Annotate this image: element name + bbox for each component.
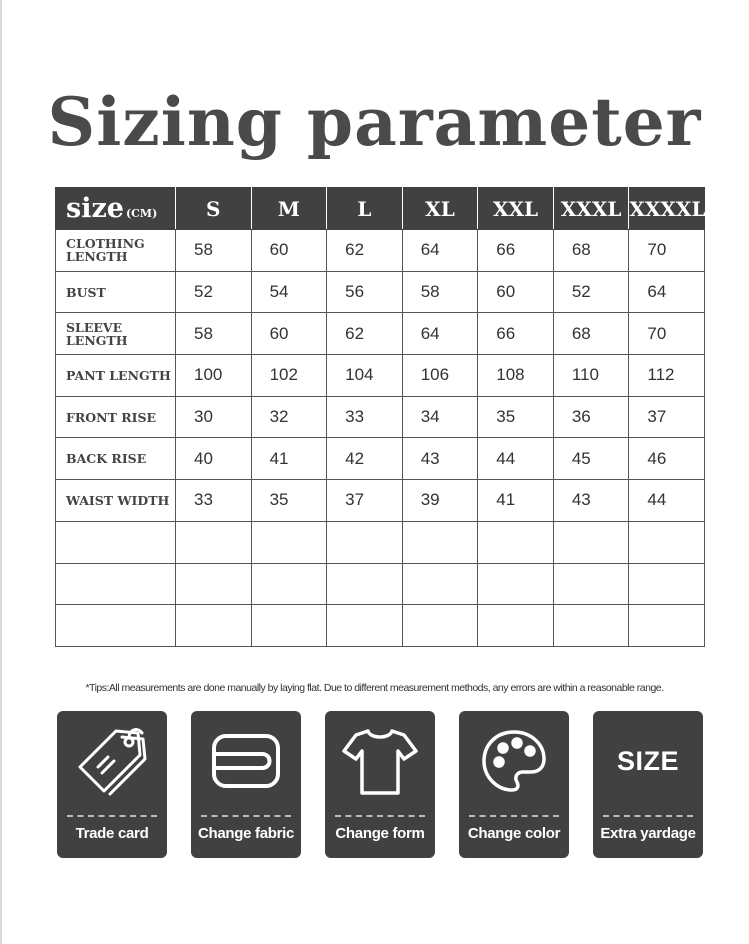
measurement-cell: 66 xyxy=(478,313,554,355)
tile-divider xyxy=(67,815,157,817)
measurement-cell: 40 xyxy=(176,438,252,480)
measurement-cell: 58 xyxy=(176,313,252,355)
measurement-cell xyxy=(629,605,705,647)
measurement-cell xyxy=(553,563,629,605)
size-column-header: XXXL xyxy=(553,188,629,230)
feature-icon-row xyxy=(57,711,703,859)
measurement-cell: 52 xyxy=(176,271,252,313)
measurement-cell: 34 xyxy=(402,396,478,438)
measurement-cell: 39 xyxy=(402,480,478,522)
measurement-cell: 100 xyxy=(176,355,252,397)
measurement-cell: 60 xyxy=(478,271,554,313)
tile-label: Trade card xyxy=(75,825,149,842)
measurement-cell: 64 xyxy=(402,230,478,272)
change-form-tile xyxy=(325,711,435,858)
measurement-cell: 112 xyxy=(629,355,705,397)
measurement-cell: 43 xyxy=(553,480,629,522)
measurement-cell: 56 xyxy=(327,271,403,313)
table-row xyxy=(56,355,705,397)
measurement-cell: 45 xyxy=(553,438,629,480)
tile-divider xyxy=(603,815,693,817)
row-label: SLEEVE LENGTH xyxy=(56,313,176,355)
measurement-cell xyxy=(402,521,478,563)
measurement-cell: 60 xyxy=(251,230,327,272)
tips-note: *Tips:All measurements are done manually by laying flat. Due to different measurement methods, any errors are within a reasonable range. xyxy=(85,682,664,694)
tshirt-icon xyxy=(340,721,420,801)
table-header-row xyxy=(56,188,705,230)
page-title: Sizing parameter xyxy=(47,83,702,161)
tile-divider xyxy=(469,815,559,817)
row-label: BACK RISE xyxy=(56,438,176,480)
measurement-cell xyxy=(327,521,403,563)
size-column-header: M xyxy=(251,188,327,230)
measurement-cell: 64 xyxy=(402,313,478,355)
measurement-cell: 35 xyxy=(251,480,327,522)
row-label: FRONT RISE xyxy=(56,396,176,438)
measurement-cell: 108 xyxy=(478,355,554,397)
row-label xyxy=(56,605,176,647)
table-row xyxy=(56,480,705,522)
measurement-cell xyxy=(629,563,705,605)
measurement-cell: 68 xyxy=(553,313,629,355)
tile-label: Change fabric xyxy=(197,825,295,842)
size-column-header: XXL xyxy=(478,188,554,230)
measurement-cell: 32 xyxy=(251,396,327,438)
size-header-cell xyxy=(56,188,176,230)
size-header-unit: (CM) xyxy=(125,207,158,220)
table-row xyxy=(56,313,705,355)
measurement-cell: 70 xyxy=(629,313,705,355)
table-row xyxy=(56,563,705,605)
measurement-cell xyxy=(327,605,403,647)
table-row xyxy=(56,230,705,272)
measurement-cell xyxy=(176,563,252,605)
measurement-cell xyxy=(176,605,252,647)
measurement-cell: 104 xyxy=(327,355,403,397)
measurement-cell: 66 xyxy=(478,230,554,272)
measurement-cell: 60 xyxy=(251,313,327,355)
measurement-cell: 33 xyxy=(327,396,403,438)
measurement-cell: 30 xyxy=(176,396,252,438)
size-column-header: XL xyxy=(402,188,478,230)
measurement-cell: 52 xyxy=(553,271,629,313)
tile-label: Change color xyxy=(467,825,561,842)
measurement-cell: 41 xyxy=(478,480,554,522)
measurement-cell: 62 xyxy=(327,230,403,272)
change-color-tile xyxy=(459,711,569,858)
tile-divider xyxy=(201,815,291,817)
tile-label: Change form xyxy=(335,825,425,842)
table-row xyxy=(56,396,705,438)
tag-icon xyxy=(72,721,152,801)
measurement-cell xyxy=(327,563,403,605)
row-label: WAIST WIDTH xyxy=(56,480,176,522)
measurement-cell: 36 xyxy=(553,396,629,438)
measurement-cell xyxy=(251,563,327,605)
measurement-cell: 43 xyxy=(402,438,478,480)
measurement-cell xyxy=(402,605,478,647)
measurement-cell xyxy=(251,521,327,563)
row-label: PANT LENGTH xyxy=(56,355,176,397)
measurement-cell: 102 xyxy=(251,355,327,397)
palette-icon xyxy=(477,724,551,798)
trade-card-tile xyxy=(57,711,167,858)
measurement-cell: 106 xyxy=(402,355,478,397)
measurement-cell xyxy=(629,521,705,563)
change-fabric-tile xyxy=(191,711,301,858)
measurement-cell xyxy=(251,605,327,647)
row-label xyxy=(56,563,176,605)
extra-yardage-tile xyxy=(593,711,703,858)
size-column-header: S xyxy=(176,188,252,230)
measurement-cell xyxy=(478,563,554,605)
measurement-cell: 44 xyxy=(629,480,705,522)
table-row xyxy=(56,271,705,313)
size-column-header: XXXXL xyxy=(629,188,705,230)
measurement-cell: 33 xyxy=(176,480,252,522)
tile-label: Extra yardage xyxy=(600,825,696,842)
measurement-cell: 42 xyxy=(327,438,403,480)
table-row xyxy=(56,438,705,480)
measurement-cell xyxy=(478,521,554,563)
measurement-cell: 46 xyxy=(629,438,705,480)
row-label xyxy=(56,521,176,563)
fabric-stack-icon xyxy=(206,726,286,796)
measurement-cell xyxy=(478,605,554,647)
size-column-header: L xyxy=(327,188,403,230)
measurement-cell: 64 xyxy=(629,271,705,313)
measurement-cell: 68 xyxy=(553,230,629,272)
measurement-cell: 37 xyxy=(327,480,403,522)
measurement-cell: 54 xyxy=(251,271,327,313)
measurement-cell: 58 xyxy=(176,230,252,272)
table-row xyxy=(56,521,705,563)
measurement-cell xyxy=(553,521,629,563)
row-label: CLOTHING LENGTH xyxy=(56,230,176,272)
measurement-cell: 41 xyxy=(251,438,327,480)
measurement-cell xyxy=(176,521,252,563)
size-text-icon: SIZE xyxy=(616,745,679,776)
size-header-label: size xyxy=(66,193,124,224)
measurement-cell: 70 xyxy=(629,230,705,272)
table-row xyxy=(56,605,705,647)
tile-divider xyxy=(335,815,425,817)
measurement-cell: 62 xyxy=(327,313,403,355)
row-label: BUST xyxy=(56,271,176,313)
measurement-cell: 35 xyxy=(478,396,554,438)
measurement-cell: 44 xyxy=(478,438,554,480)
measurement-cell: 110 xyxy=(553,355,629,397)
measurement-cell xyxy=(553,605,629,647)
measurement-cell: 58 xyxy=(402,271,478,313)
measurement-cell: 37 xyxy=(629,396,705,438)
measurement-cell xyxy=(402,563,478,605)
size-chart-table xyxy=(55,187,705,647)
